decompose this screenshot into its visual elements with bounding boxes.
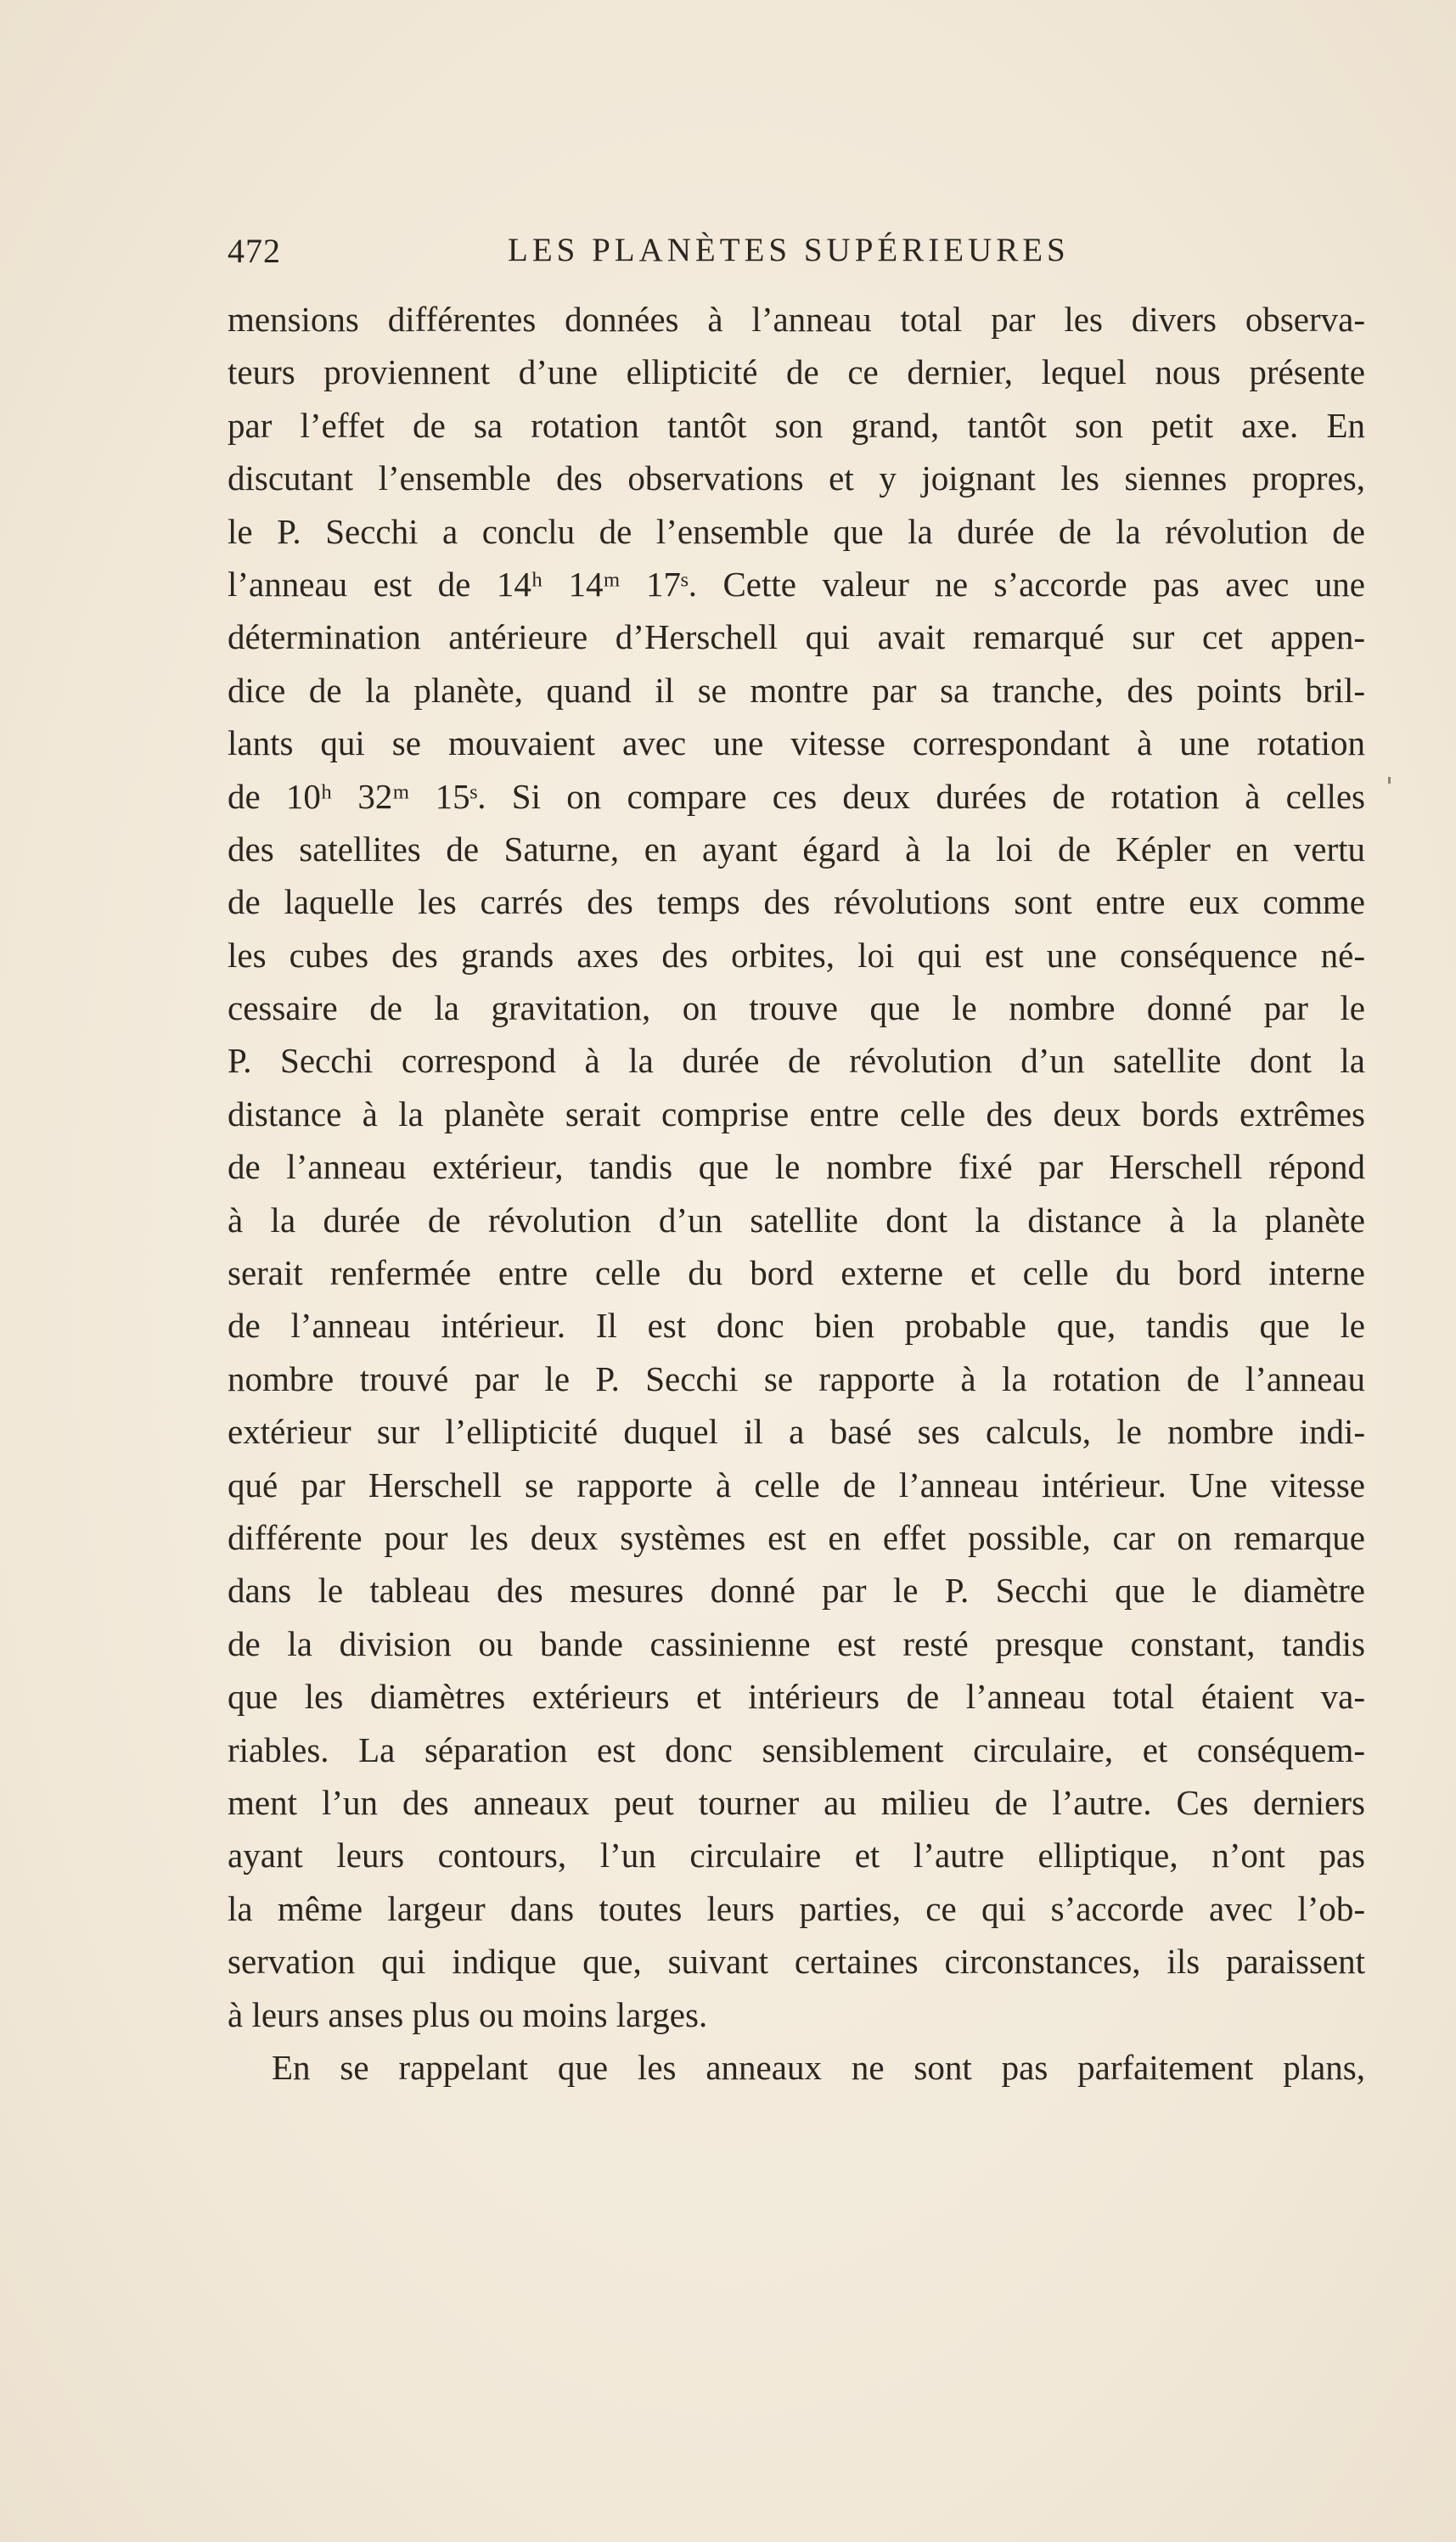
text-line: nombre trouvé par le P. Secchi se rapporte à la rotation de l’anneau [228, 1358, 1365, 1398]
text-line: lants qui se mouvaient avec une vitesse correspondant à une rotation [228, 723, 1365, 763]
text-line: teurs proviennent d’une ellipticité de ce dernier, lequel nous présente [228, 352, 1365, 392]
text-line: discutant l’ensemble des observations et y joignant les siennes propres, [228, 458, 1365, 498]
text-line: ayant leurs contours, l’un circulaire et l’autre elliptique, n’ont pas [228, 1836, 1365, 1876]
text-line: la même largeur dans toutes leurs parties, ce qui s’accorde avec l’ob- [228, 1888, 1365, 1928]
text-line: de la division ou bande cassinienne est resté presque constant, tandis [228, 1623, 1365, 1663]
ink-speck [1388, 777, 1391, 784]
text-line: P. Secchi correspond à la durée de révolution d’un satellite dont la [228, 1041, 1365, 1081]
text-line: qué par Herschell se rapporte à celle de l’anneau intérieur. Une vitesse [228, 1465, 1365, 1504]
text-line: distance à la planète serait comprise entre celle des deux bords extrêmes [228, 1094, 1365, 1133]
page-header [228, 231, 1365, 273]
text-line: ment l’un des anneaux peut tourner au milieu de l’autre. Ces derniers [228, 1782, 1365, 1822]
text-line: les cubes des grands axes des orbites, loi qui est une conséquence né- [228, 935, 1365, 975]
text-line: cessaire de la gravitation, on trouve que le nombre donné par le [228, 988, 1365, 1028]
body-text [228, 293, 1365, 2094]
text-line: l’anneau est de 14ʰ 14ᵐ 17ˢ. Cette valeur ne s’accorde pas avec une [228, 564, 1365, 604]
text-line: extérieur sur l’ellipticité duquel il a basé ses calculs, le nombre indi- [228, 1412, 1365, 1452]
paragraph-end-line: à leurs anses plus ou moins larges. [228, 1994, 708, 2034]
text-line: le P. Secchi a conclu de l’ensemble que la durée de la révolution de [228, 511, 1365, 551]
text-line: de 10ʰ 32ᵐ 15ˢ. Si on compare ces deux durées de rotation à celles [228, 776, 1365, 816]
page-number: 472 [228, 232, 281, 270]
text-line: de l’anneau extérieur, tandis que le nombre fixé par Herschell répond [228, 1147, 1365, 1187]
text-line: dans le tableau des mesures donné par le P. Secchi que le diamètre [228, 1571, 1365, 1611]
text-line: des satellites de Saturne, en ayant égard à la loi de Képler en vertu [228, 829, 1365, 869]
text-line: de l’anneau intérieur. Il est donc bien probable que, tandis que le [228, 1306, 1365, 1346]
text-line: de laquelle les carrés des temps des révolutions sont entre eux comme [228, 882, 1365, 922]
text-line: riables. La séparation est donc sensiblement circulaire, et conséquem- [228, 1729, 1365, 1769]
text-line: que les diamètres extérieurs et intérieurs de l’anneau total étaient va- [228, 1677, 1365, 1717]
text-line: à la durée de révolution d’un satellite dont la distance à la planète [228, 1200, 1365, 1240]
running-title: LES PLANÈTES SUPÉRIEURES [508, 232, 1070, 268]
text-line: détermination antérieure d’Herschell qui avait remarqué sur cet appen- [228, 617, 1365, 657]
text-line: différente pour les deux systèmes est en effet possible, car on remarque [228, 1517, 1365, 1557]
text-line: dice de la planète, quand il se montre par sa tranche, des points bril- [228, 670, 1365, 710]
text-line: servation qui indique que, suivant certaines circonstances, ils paraissent [228, 1942, 1365, 1982]
paragraph-start-line: En se rappelant que les anneaux ne sont pas parfaitement plans, [272, 2047, 1365, 2087]
text-line: mensions différentes données à l’anneau total par les divers observa- [228, 300, 1365, 339]
text-line: serait renfermée entre celle du bord externe et celle du bord interne [228, 1253, 1365, 1293]
text-line: par l’effet de sa rotation tantôt son grand, tantôt son petit axe. En [228, 405, 1365, 445]
